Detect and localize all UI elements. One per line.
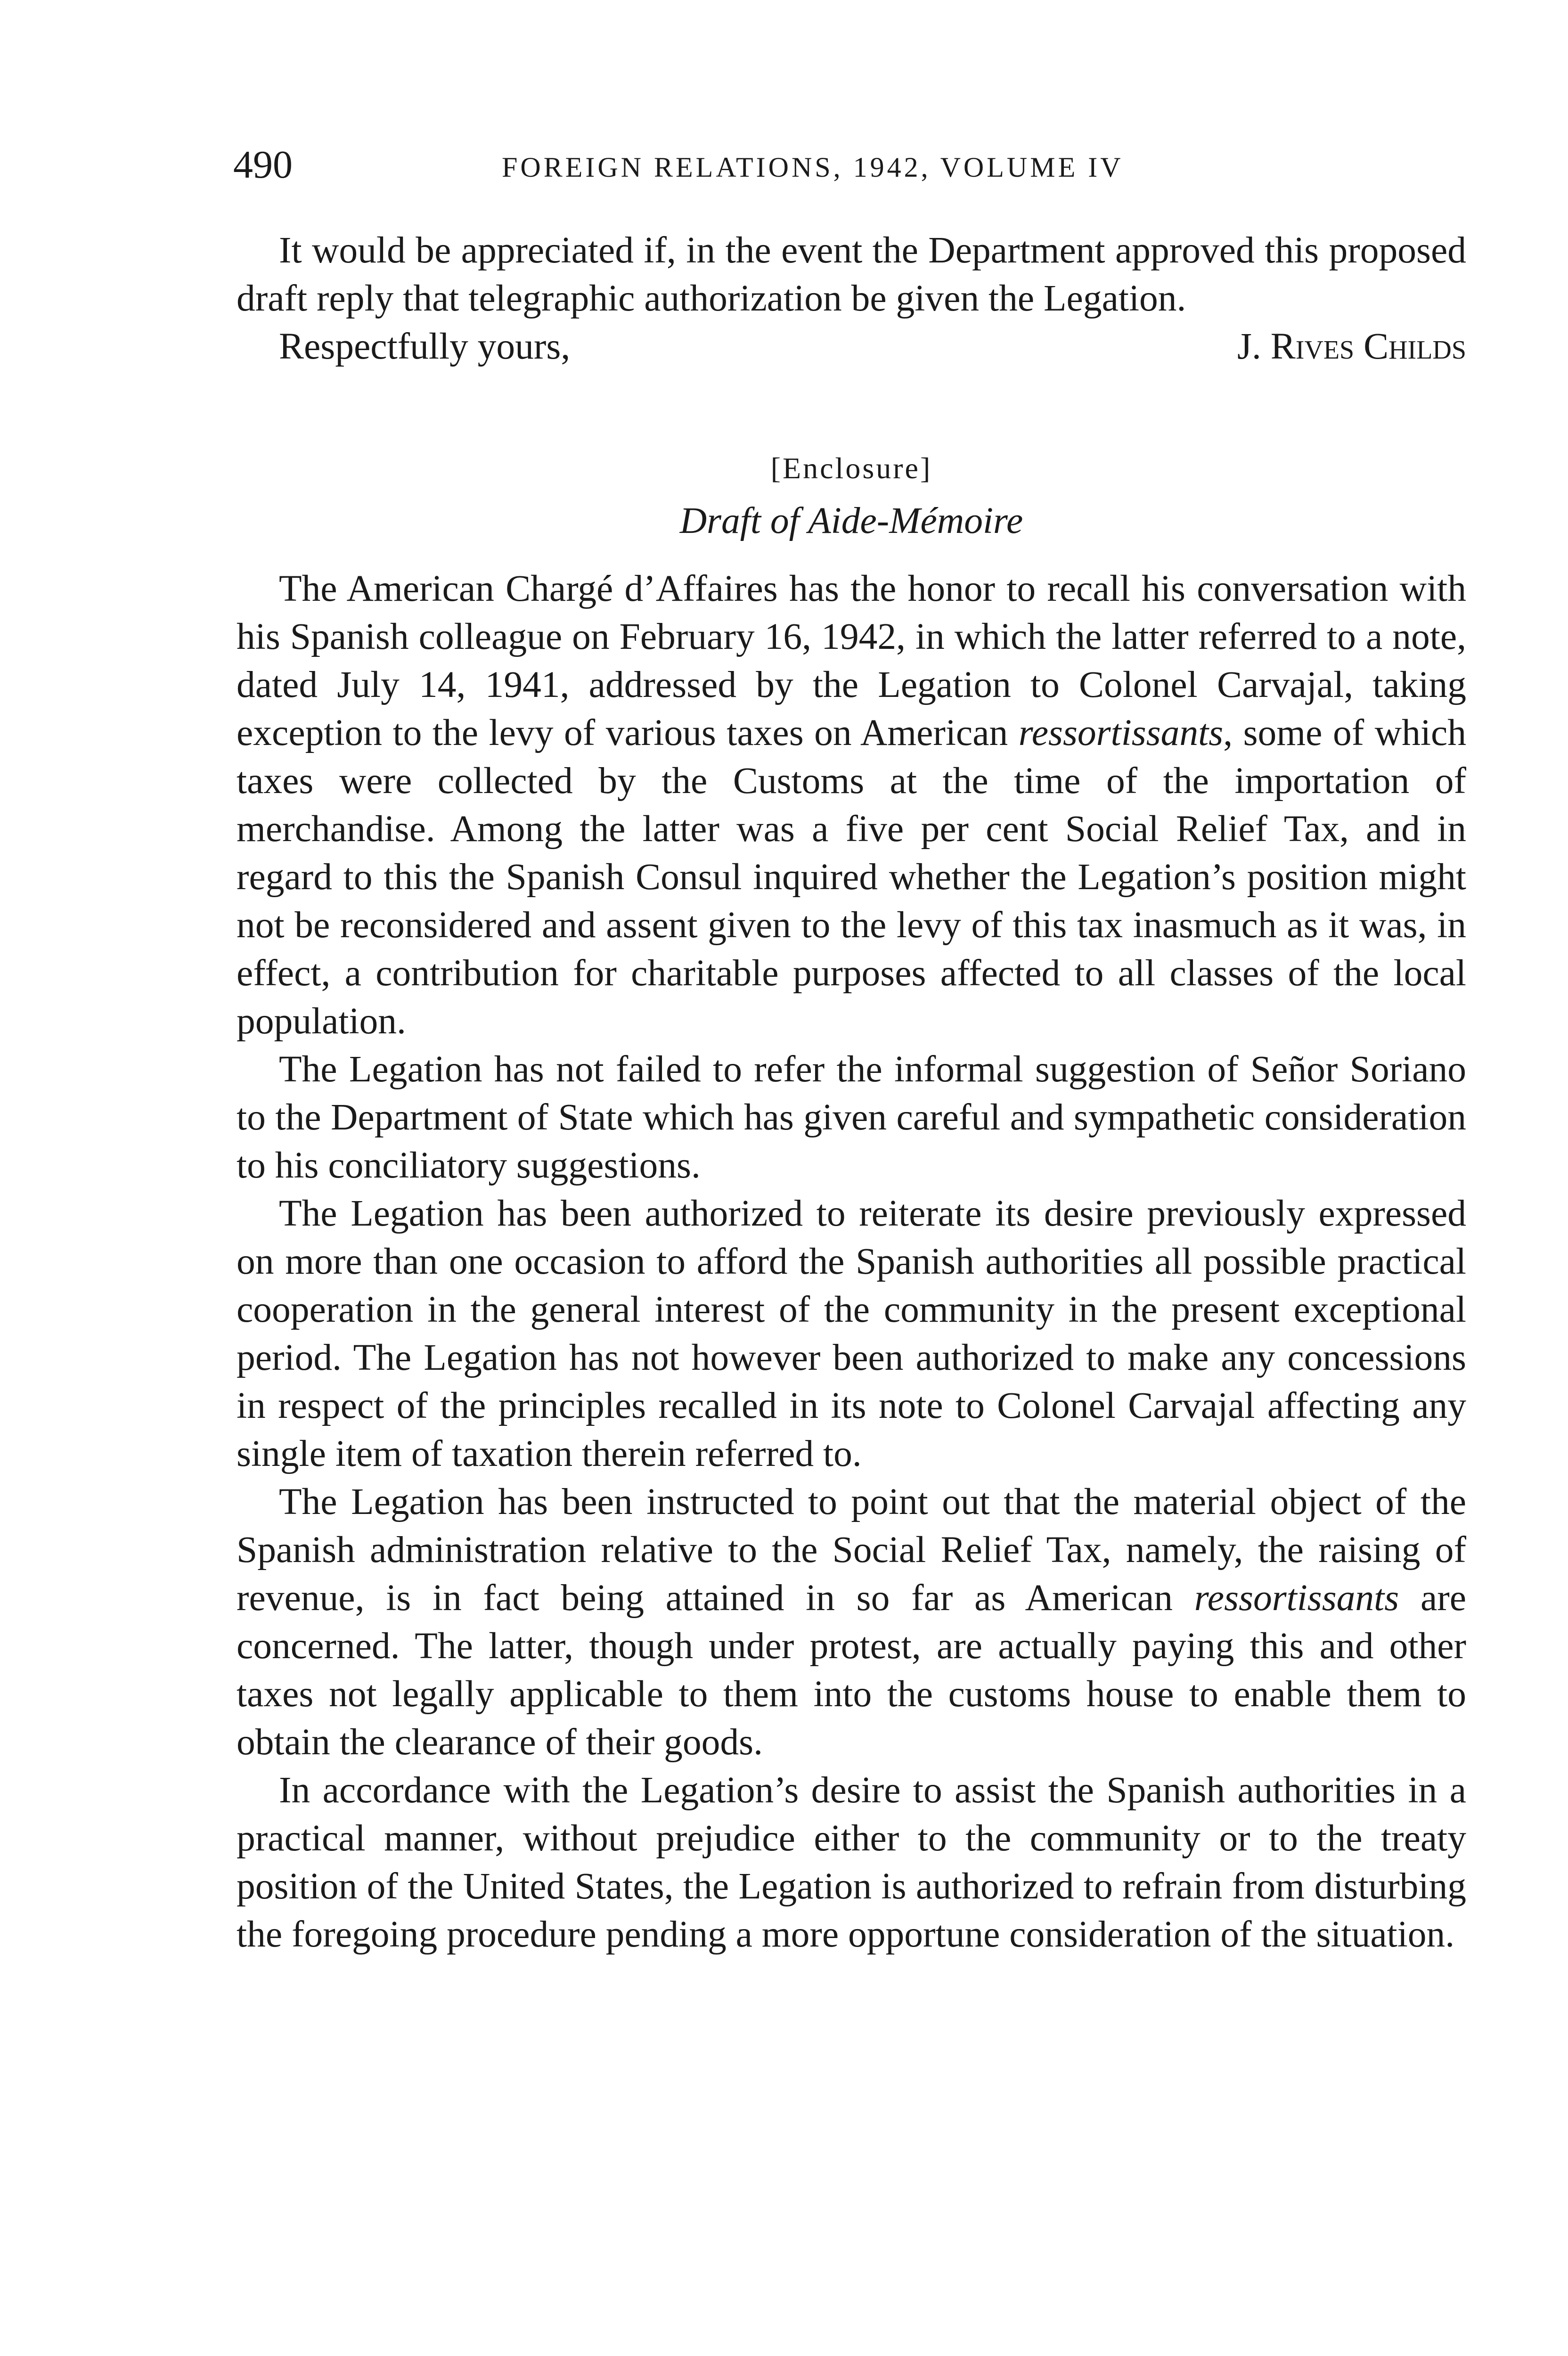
paragraph-1-text-a: The American Chargé d’Affaires has the honor to recall his conversation with his Spanish colleague on February 16, 1942, in which the latter referred to a note, dated July 14, 1941, addressed by the Legation to Colonel Carvajal, taking exception to the levy of various taxes on American bbox=[237, 568, 1466, 753]
enclosure-paragraph-2: The Legation has not failed to refer the informal suggestion of Señor Soriano to the Department of State which has given careful and sympathetic consideration to his conciliatory suggestions. bbox=[237, 1048, 1466, 1186]
running-header-title: FOREIGN RELATIONS, 1942, VOLUME IV bbox=[502, 152, 1124, 183]
signature: J. Rives Childs bbox=[1237, 326, 1466, 367]
enclosure-paragraph-3: The Legation has been authorized to reiterate its desire previously expressed on more than one occasion to afford the Spanish authorities all possible practical cooperation in the general interest of the community in the present exceptional period. The Legation has not however been authorized to make any concessions in respect of the principles recalled in its note to Colonel Carvajal affecting any single item of taxation therein referred to. bbox=[237, 1193, 1466, 1474]
paragraph-1-text-b: , some of which taxes were collected by the Customs at the time of the importation of merchandise. Among the latter was a five per cent Social Relief Tax, and in regard to this the Spanish Consul inquired whether the Legation’s position might not be reconsidered and assent given to the levy of this tax inasmuch as it was, in effect, a contribution for charitable purposes affected to all classes of the local population. bbox=[237, 712, 1466, 1042]
paragraph-4-text-b: are concerned. The latter, though under protest, are actually paying this and other taxes not legally applicable to them into the customs house to enable them to obtain the clearance of their goods. bbox=[237, 1577, 1466, 1763]
page-number: 490 bbox=[233, 143, 293, 187]
document-body bbox=[237, 226, 1466, 1958]
complimentary-close: Respectfully yours, bbox=[279, 326, 571, 367]
running-header bbox=[233, 141, 1477, 198]
enclosure-paragraph-4 bbox=[237, 1478, 1466, 1766]
paragraph-4-italic-term: ressortissants bbox=[1194, 1577, 1399, 1619]
letter-paragraph: It would be appreciated if, in the event the Department approved this proposed draft reply that telegraphic authorization be given the Legation. bbox=[237, 229, 1466, 319]
paragraph-1-italic-term: ressortissants bbox=[1018, 712, 1224, 753]
letter-closing-line bbox=[237, 322, 1466, 370]
enclosure-paragraph-5: In accordance with the Legation’s desire to assist the Spanish authorities in a practical manner, without prejudice either to the community or to the treaty position of the United States, the Legation is authorized to refrain from disturbing the foregoing procedure pending a more opportune consideration of the situation. bbox=[237, 1769, 1466, 1955]
enclosure-label: [Enclosure] bbox=[770, 451, 932, 485]
paragraph-4-text-a: The Legation has been instructed to point out that the material object of the Spanish administration relative to the Social Relief Tax, namely, the raising of revenue, is in fact being attained in so far as American bbox=[237, 1481, 1466, 1619]
enclosure-title: Draft of Aide-Mémoire bbox=[679, 500, 1023, 541]
enclosure-paragraph-1 bbox=[237, 564, 1466, 1045]
